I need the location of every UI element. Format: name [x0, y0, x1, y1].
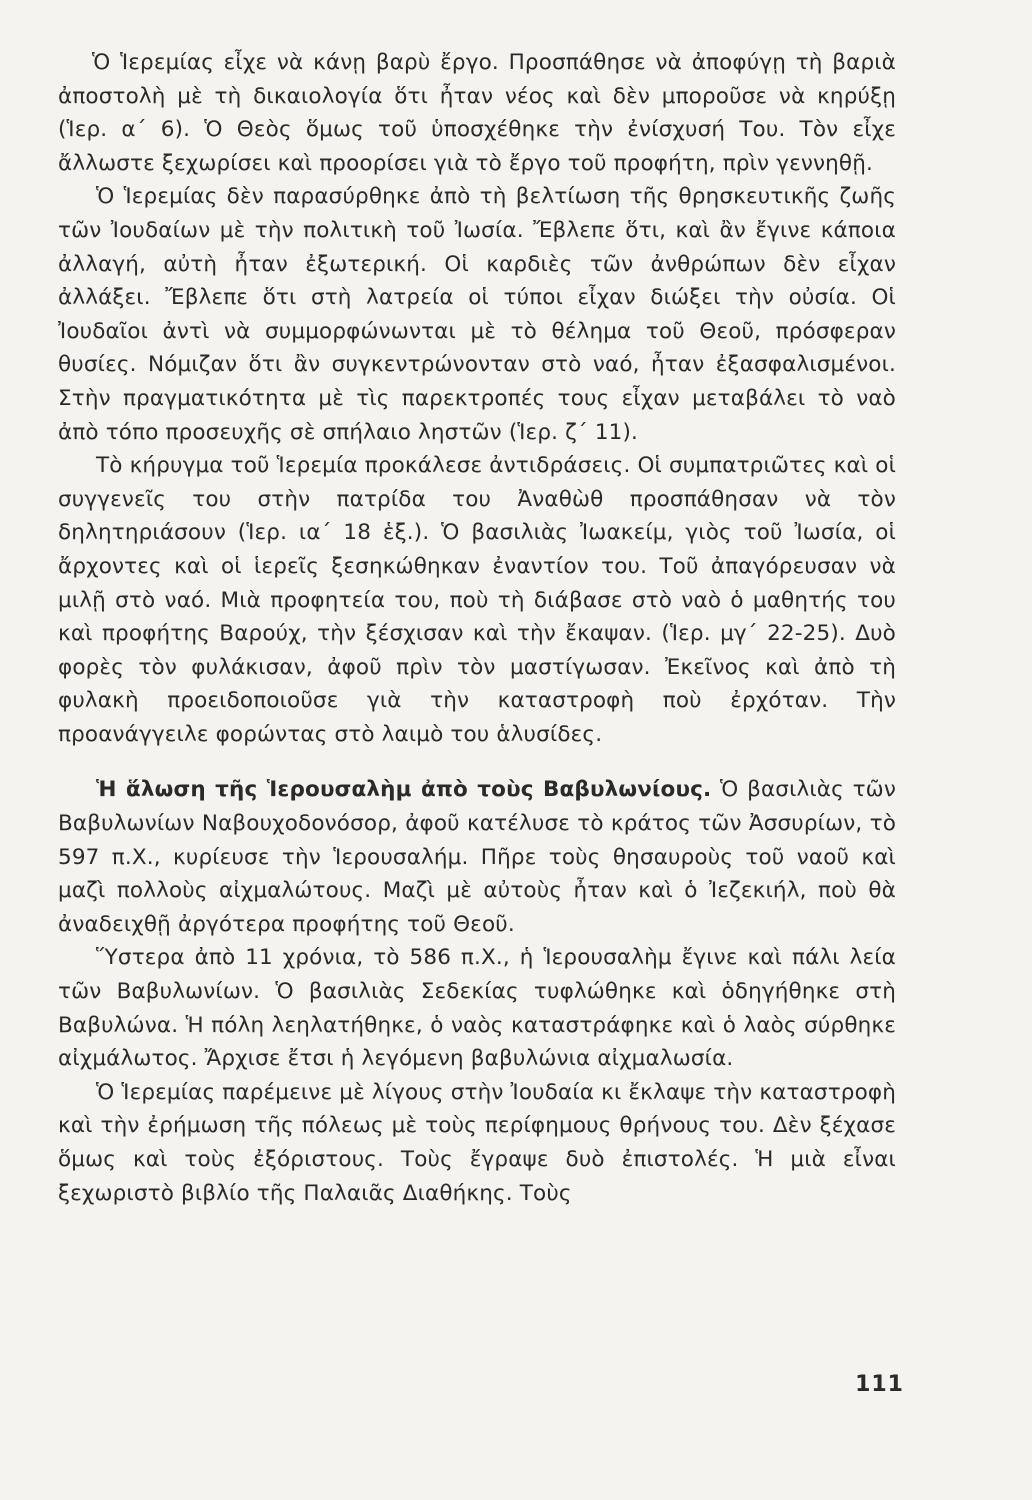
- section-spacer: [58, 751, 896, 773]
- paragraph-fall-of-jerusalem: [58, 773, 896, 941]
- paragraph-religious-reform: Ὁ Ἱερεμίας δὲν παρασύρθηκε ἀπὸ τὴ βελτίωση τῆς θρησκευτικῆς ζωῆς τῶν Ἰουδαίων μὲ τὴν πολιτικὴ τοῦ Ἰωσία. Ἔβλεπε ὅτι, καὶ ἂν ἔγινε κάποια ἀλλαγή, αὐτὴ ἦταν ἐξωτερική. Οἱ καρδιὲς τῶν ἀνθρώπων δὲν εἶχαν ἀλλάξει. Ἔβλεπε ὅτι στὴ λατρεία οἱ τύποι εἶχαν διώξει τὴν οὐσία. Οἱ Ἰουδαῖοι ἀντὶ νὰ συμμορφώνωνται μὲ τὸ θέλημα τοῦ Θεοῦ, πρόσφεραν θυσίες. Νόμιζαν ὅτι ἂν συγκεντρώνονταν στὸ ναό, ἦταν ἐξασφαλισμένοι. Στὴν πραγματικότητα μὲ τὶς παρεκτροπές τους εἶχαν μεταβάλει τὸ ναὸ ἀπὸ τόπο προσευχῆς σὲ σπήλαιο ληστῶν (Ἱερ. ζ΄ 11).: [58, 184, 896, 445]
- page-number: 111: [855, 1372, 904, 1397]
- paragraph-lamentations: Ὁ Ἱερεμίας παρέμεινε μὲ λίγους στὴν Ἰουδαία κι ἔκλαψε τὴν καταστροφὴ καὶ τὴν ἐρήμωση τῆς πόλεως μὲ τοὺς περίφημους θρήνους του. Δὲν ξέχασε ὅμως καὶ τοὺς ἐξόριστους. Τοὺς ἔγραψε δυὸ ἐπιστολές. Ἡ μιὰ εἶναι ξεχωριστὸ βιβλίο τῆς Παλαιᾶς Διαθήκης. Τοὺς: [58, 1079, 896, 1206]
- paragraph-reactions: Τὸ κήρυγμα τοῦ Ἱερεμία προκάλεσε ἀντιδράσεις. Οἱ συμπατριῶτες καὶ οἱ συγγενεῖς του στὴν πατρίδα του Ἀναθὼθ προσπάθησαν νὰ τὸν δηλητηριάσουν (Ἱερ. ια΄ 18 ἑξ.). Ὁ βασιλιὰς Ἰωακείμ, γιὸς τοῦ Ἰωσία, οἱ ἄρχοντες καὶ οἱ ἱερεῖς ξεσηκώθηκαν ἐναντίον του. Τοῦ ἀπαγόρευσαν νὰ μιλῇ στὸ ναό. Μιὰ προφητεία του, ποὺ τὴ διάβασε στὸ ναὸ ὁ μαθητής του καὶ προφήτης Βαρούχ, τὴν ξέσχισαν καὶ τὴν ἔκαψαν. (Ἱερ. μγ΄ 22-25). Δυὸ φορὲς τὸν φυλάκισαν, ἀφοῦ πρὶν τὸν μαστίγωσαν. Ἐκεῖνος καὶ ἀπὸ τὴ φυλακὴ προειδοποιοῦσε γιὰ τὴν καταστροφὴ ποὺ ἐρχόταν. Τὴν προανάγγειλε φορώντας στὸ λαιμὸ του ἁλυσίδες.: [58, 453, 896, 747]
- paragraph-babylonian-captivity: Ὕστερα ἀπὸ 11 χρόνια, τὸ 586 π.Χ., ἡ Ἱερουσαλὴμ ἔγινε καὶ πάλι λεία τῶν Βαβυλωνίων. Ὁ βασιλιὰς Σεδεκίας τυφλώθηκε καὶ ὁδηγήθηκε στὴ Βαβυλώνα. Ἡ πόλη λεηλατήθηκε, ὁ ναὸς καταστράφηκε καὶ ὁ λαὸς σύρθηκε αἰχμάλωτος. Ἄρχισε ἔτσι ἡ λεγόμενη βαβυλώνια αἰχμαλωσία.: [58, 945, 896, 1072]
- paragraph-jeremiah-mission: Ὁ Ἱερεμίας εἶχε νὰ κάνῃ βαρὺ ἔργο. Προσπάθησε νὰ ἀποφύγῃ τὴ βαριὰ ἀποστολὴ μὲ τὴ δικαιολογία ὅτι ἦταν νέος καὶ δὲν μποροῦσε νὰ κηρύξῃ (Ἱερ. α΄ 6). Ὁ Θεὸς ὅμως τοῦ ὑποσχέθηκε τὴν ἐνίσχυσή Του. Τὸν εἶχε ἄλλωστε ξεχωρίσει καὶ προορίσει γιὰ τὸ ἔργο τοῦ προφήτη, πρὶν γεννηθῇ.: [58, 50, 896, 176]
- body-text: [58, 46, 896, 1210]
- section-heading-continuation: Ὁ βασιλιὰς τῶν Βαβυλωνίων Ναβουχοδονόσορ, ἀφοῦ κατέλυσε τὸ κράτος τῶν Ἀσσυρίων, τὸ 597 π.Χ., κυρίευσε τὴν Ἱερουσαλήμ. Πῆρε τοὺς θησαυροὺς τοῦ ναοῦ καὶ μαζὶ πολλοὺς αἰχμαλώτους. Μαζὶ μὲ αὐτοὺς ἦταν καὶ ὁ Ἰεζεκιήλ, ποὺ θὰ ἀναδειχθῇ ἀργότερα προφήτης τοῦ Θεοῦ.: [58, 777, 896, 937]
- section-heading: Ἡ ἅλωση τῆς Ἱερουσαλὴμ ἀπὸ τοὺς Βαβυλωνίους.: [96, 777, 712, 803]
